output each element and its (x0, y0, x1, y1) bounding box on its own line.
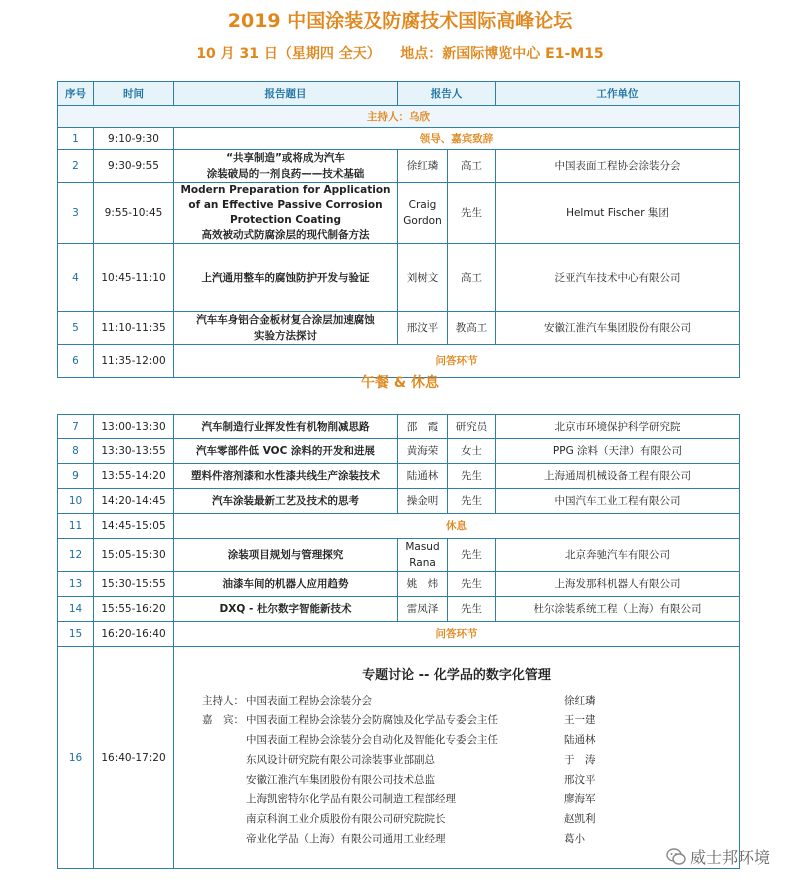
row-topic: 油漆车间的机器人应用趋势 (174, 572, 398, 597)
row-speaker: Masud Rana (398, 539, 448, 572)
table-row (58, 183, 740, 244)
panel-member-role (194, 810, 246, 830)
table-row (58, 128, 740, 150)
row-time: 13:00-13:30 (94, 415, 174, 439)
row-speaker: 黄海荣 (398, 439, 448, 464)
row-speaker-title: 教高工 (448, 312, 496, 345)
panel-member (194, 711, 739, 731)
row-topic: DXQ - 杜尔数字智能新技术 (174, 597, 398, 622)
panel-member-role (194, 731, 246, 751)
row-span-label: 休息 (174, 514, 740, 539)
row-number: 12 (58, 539, 94, 572)
row-organization: 上海发那科机器人有限公司 (496, 572, 740, 597)
row-speaker: 姚 炜 (398, 572, 448, 597)
row-organization: 泛亚汽车技术中心有限公司 (496, 244, 740, 312)
row-time: 15:05-15:30 (94, 539, 174, 572)
row-speaker: Craig Gordon (398, 183, 448, 244)
row-time: 9:30-9:55 (94, 150, 174, 183)
row-speaker: 雷凤泽 (398, 597, 448, 622)
host-label: 主持人：乌欣 (58, 106, 740, 128)
row-organization: 北京市环境保护科学研究院 (496, 415, 740, 439)
row-topic: 汽车制造行业挥发性有机物削减思路 (174, 415, 398, 439)
row-time: 14:20-14:45 (94, 489, 174, 514)
column-header: 时间 (94, 82, 174, 106)
panel-member-name: 王一建 (564, 714, 596, 727)
row-number: 6 (58, 345, 94, 378)
row-time: 16:20-16:40 (94, 622, 174, 647)
row-topic: 汽车车身铝合金板材复合涂层加速腐蚀 实验方法探讨 (174, 312, 398, 345)
row-number: 5 (58, 312, 94, 345)
row-organization: PPG 涂料（天津）有限公司 (496, 439, 740, 464)
watermark-text: 威士邦环境 (689, 848, 770, 867)
row-time: 16:40-17:20 (94, 647, 174, 869)
row-number: 16 (58, 647, 94, 869)
row-speaker: 陆通林 (398, 464, 448, 489)
panel-discussion-row (58, 647, 740, 869)
row-time: 9:55-10:45 (94, 183, 174, 244)
row-number: 1 (58, 128, 94, 150)
panel-member (194, 731, 739, 751)
row-speaker-title: 先生 (448, 183, 496, 244)
panel-member-role (194, 830, 246, 850)
panel-member-role: 主持人： (202, 694, 244, 707)
row-topic-english: Modern Preparation for Application of an Effective Passive Corrosion Protection Coating (180, 184, 391, 226)
row-speaker-title: 女士 (448, 439, 496, 464)
row-speaker: 邢汶平 (398, 312, 448, 345)
table-header-row (58, 82, 740, 106)
column-header: 序号 (58, 82, 94, 106)
table-row (58, 150, 740, 183)
row-organization: 中国汽车工业工程有限公司 (496, 489, 740, 514)
row-number: 11 (58, 514, 94, 539)
row-organization: 杜尔涂装系统工程（上海）有限公司 (496, 597, 740, 622)
row-organization: 北京奔驰汽车有限公司 (496, 539, 740, 572)
row-speaker-title: 高工 (448, 244, 496, 312)
row-number: 2 (58, 150, 94, 183)
table-row (58, 489, 740, 514)
row-time: 15:55-16:20 (94, 597, 174, 622)
row-organization: 上海通周机械设备工程有限公司 (496, 464, 740, 489)
panel-member-org: 帝业化学品（上海）有限公司通用工业经理 (246, 832, 446, 845)
column-header: 报告题目 (174, 82, 398, 106)
table-row (58, 514, 740, 539)
panel-member-role (194, 790, 246, 810)
panel-member-role: 嘉 宾： (202, 714, 244, 727)
row-time: 11:35-12:00 (94, 345, 174, 378)
row-number: 4 (58, 244, 94, 312)
panel-member (194, 810, 739, 830)
panel-member (194, 751, 739, 771)
row-organization: Helmut Fischer 集团 (496, 183, 740, 244)
panel-member-org: 中国表面工程协会涂装分会 (246, 694, 372, 707)
table-row (58, 539, 740, 572)
row-time: 10:45-11:10 (94, 244, 174, 312)
row-time: 11:10-11:35 (94, 312, 174, 345)
row-number: 13 (58, 572, 94, 597)
table-row (58, 439, 740, 464)
table-row (58, 244, 740, 312)
panel-member-name: 赵凯利 (564, 812, 596, 825)
host-row (58, 106, 740, 128)
panel-member-org: 中国表面工程协会涂装分会防腐蚀及化学品专委会主任 (246, 714, 498, 727)
panel-member-org: 上海凯密特尔化学品有限公司制造工程部经理 (246, 793, 456, 806)
row-speaker-title: 先生 (448, 539, 496, 572)
row-span-label: 问答环节 (174, 622, 740, 647)
panel-member-org: 中国表面工程协会涂装分会自动化及智能化专委会主任 (246, 734, 498, 747)
row-time: 13:30-13:55 (94, 439, 174, 464)
panel-member-name: 葛小 (564, 832, 585, 845)
panel-member (194, 771, 739, 791)
page-title: 2019 中国涂装及防腐技术国际高峰论坛 (227, 10, 573, 32)
row-topic-chinese: 高效被动式防腐涂层的现代制备方法 (201, 229, 370, 241)
table-row (58, 572, 740, 597)
panel-member-org: 东风设计研究院有限公司涂装事业部副总 (246, 753, 435, 766)
table-row (58, 622, 740, 647)
row-topic: “共享制造”或将成为汽车 涂装破局的一剂良药——技术基础 (174, 150, 398, 183)
row-topic: 涂装项目规划与管理探究 (174, 539, 398, 572)
row-topic: 汽车零部件低 VOC 涂料的开发和进展 (174, 439, 398, 464)
morning-schedule-table (57, 81, 740, 378)
row-speaker-title: 先生 (448, 572, 496, 597)
row-time: 13:55-14:20 (94, 464, 174, 489)
panel-member (194, 790, 739, 810)
row-topic: 汽车涂装最新工艺及技术的思考 (174, 489, 398, 514)
row-speaker: 刘树文 (398, 244, 448, 312)
panel-member-role (194, 771, 246, 791)
row-number: 7 (58, 415, 94, 439)
panel-member-role (194, 751, 246, 771)
panel-cell (174, 647, 740, 869)
row-number: 8 (58, 439, 94, 464)
table-row (58, 464, 740, 489)
wechat-icon (666, 847, 686, 867)
page-subtitle: 10 月 31 日（星期四 全天） 地点：新国际博览中心 E1-M15 (196, 46, 604, 62)
row-time: 15:30-15:55 (94, 572, 174, 597)
row-organization: 中国表面工程协会涂装分会 (496, 150, 740, 183)
row-speaker: 操金明 (398, 489, 448, 514)
row-span-label: 领导、嘉宾致辞 (174, 128, 740, 150)
panel-member-org: 安徽江淮汽车集团股份有限公司技术总监 (246, 773, 435, 786)
row-time: 9:10-9:30 (94, 128, 174, 150)
row-span-label: 问答环节 (174, 345, 740, 378)
panel-member-name: 于 涛 (564, 753, 596, 766)
panel-member-name: 邢汶平 (564, 773, 596, 786)
row-organization: 安徽江淮汽车集团股份有限公司 (496, 312, 740, 345)
table-row (58, 415, 740, 439)
row-speaker-title: 高工 (448, 150, 496, 183)
lunch-break-label: 午餐 & 休息 (361, 375, 439, 391)
watermark (666, 845, 770, 868)
row-topic (174, 183, 398, 244)
panel-member (194, 830, 739, 850)
row-time: 14:45-15:05 (94, 514, 174, 539)
row-speaker-title: 先生 (448, 489, 496, 514)
row-speaker-title: 先生 (448, 464, 496, 489)
panel-member (194, 692, 739, 712)
panel-member-name: 陆通林 (564, 734, 596, 747)
row-number: 14 (58, 597, 94, 622)
row-topic: 塑料件溶剂漆和水性漆共线生产涂装技术 (174, 464, 398, 489)
panel-member-name: 徐红璘 (564, 694, 596, 707)
afternoon-schedule-table (57, 414, 740, 869)
row-speaker: 邵 霞 (398, 415, 448, 439)
row-topic: 上汽通用整车的腐蚀防护开发与验证 (174, 244, 398, 312)
row-speaker-title: 先生 (448, 597, 496, 622)
row-number: 3 (58, 183, 94, 244)
column-header: 工作单位 (496, 82, 740, 106)
row-number: 10 (58, 489, 94, 514)
row-number: 15 (58, 622, 94, 647)
panel-member-org: 南京科润工业介质股份有限公司研究院院长 (246, 812, 446, 825)
table-row (58, 597, 740, 622)
column-header: 报告人 (398, 82, 496, 106)
row-number: 9 (58, 464, 94, 489)
table-row (58, 312, 740, 345)
row-speaker: 徐红璘 (398, 150, 448, 183)
row-speaker-title: 研究员 (448, 415, 496, 439)
panel-member-name: 廖海军 (564, 793, 596, 806)
panel-title: 专题讨论 -- 化学品的数字化管理 (362, 667, 551, 683)
